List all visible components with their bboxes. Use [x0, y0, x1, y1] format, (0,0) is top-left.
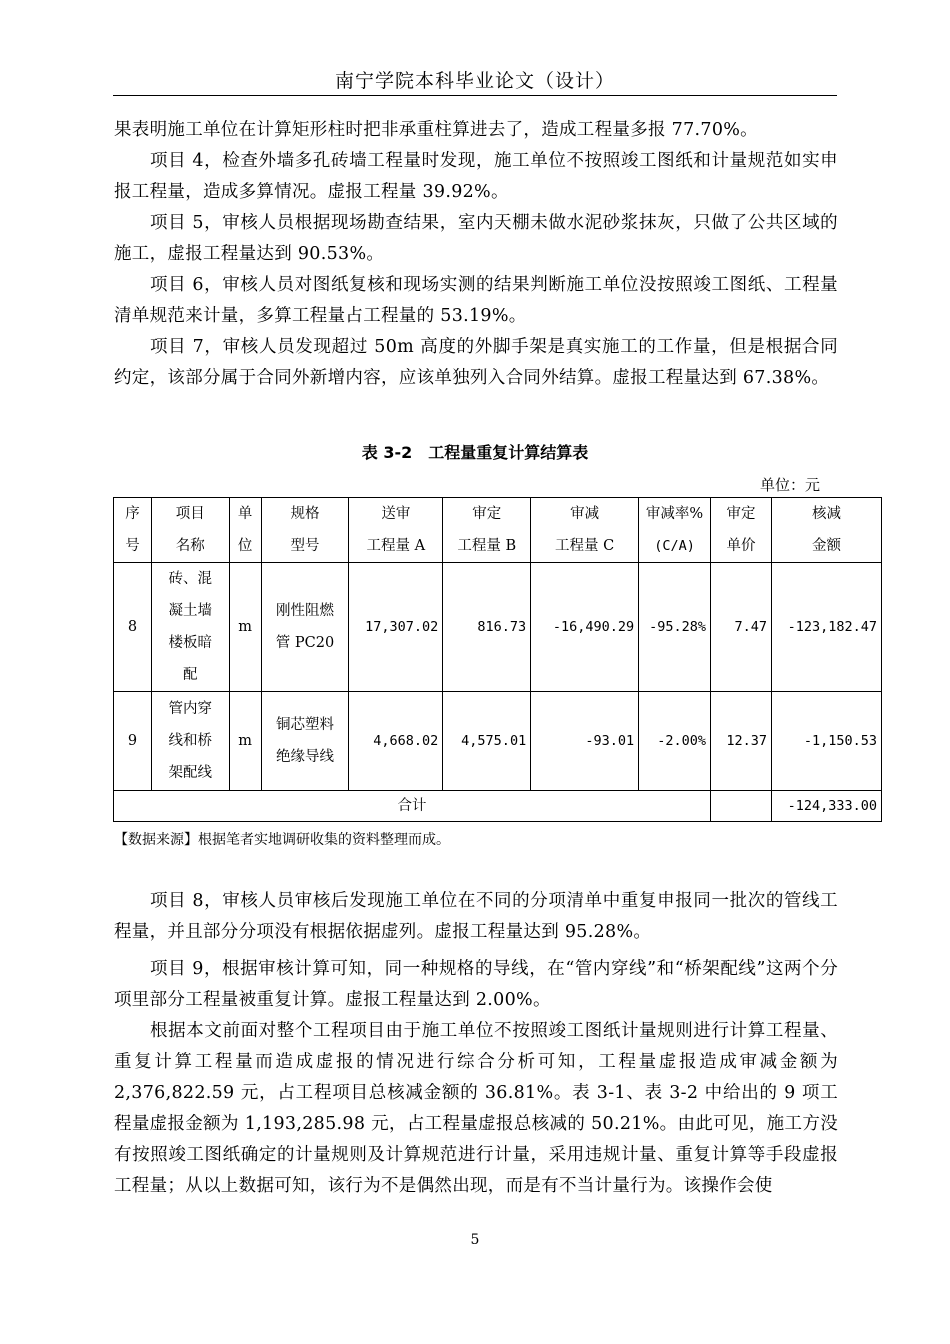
running-header: 南宁学院本科毕业论文（设计）	[334, 70, 615, 92]
cell-rate: -95.28%	[639, 563, 711, 692]
table-caption: 表 3-2 工程量重复计算结算表	[361, 443, 589, 462]
paragraph-item-4: 项目 4，检查外墙多孔砖墙工程量时发现，施工单位不按照竣工图纸和计量规范如实申报工程量，造成多算情况。虚报工程量 39.92%。	[114, 151, 838, 202]
cell-unit: m	[229, 563, 261, 692]
cell-approved: 816.73	[443, 563, 531, 692]
paragraph-summary: 根据本文前面对整个工程项目由于施工单位不按照竣工图纸计量规则进行计算工程量、重复计算工程量而造成虚报的情况进行综合分析可知，工程量虚报造成审减金额为 2,376,822.59 元，占工程项目总核减金额的 36.81%。表 3-1、表 3-2 中给出的 9 项工程量虚报金额为 1,193,285.98 元，占工程量虚报总核减的 50.21%。由此可见，施工方没有按照竣工图纸确定的计量规则及计算规范进行计量，采用违规计量、重复计算等手段虚报工程量；从以上数据可知，该行为不是偶然出现，而是有不当计量行为。该操作会使	[114, 1021, 838, 1196]
header-reduced: 审减 工程量 C	[531, 498, 639, 563]
paragraph-item-6: 项目 6，审核人员对图纸复核和现场实测的结果判断施工单位没按照竣工图纸、工程量清单规范来计量，多算工程量占工程量的 53.19%。	[114, 275, 838, 326]
header-unit: 单 位	[229, 498, 261, 563]
total-label: 合计	[114, 791, 711, 822]
cell-seq: 9	[114, 692, 152, 791]
cell-approved: 4,575.01	[443, 692, 531, 791]
header-rate: 审减率% (C/A)	[639, 498, 711, 563]
header-price: 审定 单价	[711, 498, 772, 563]
cell-reduced: -93.01	[531, 692, 639, 791]
paragraph-item-5: 项目 5，审核人员根据现场勘查结果，室内天棚未做水泥砂浆抹灰，只做了公共区域的施工，虚报工程量达到 90.53%。	[114, 213, 838, 264]
table-header-row	[114, 498, 882, 563]
paragraph-item-8: 项目 8，审核人员审核后发现施工单位在不同的分项清单中重复申报同一批次的管线工程量，并且部分分项没有根据依据虚列。虚报工程量达到 95.28%。	[114, 891, 838, 942]
cell-unit: m	[229, 692, 261, 791]
cell-price: 12.37	[711, 692, 772, 791]
cell-price: 7.47	[711, 563, 772, 692]
cell-rate: -2.00%	[639, 692, 711, 791]
cell-spec: 铜芯塑料 绝缘导线	[261, 692, 349, 791]
header-rule	[113, 95, 837, 96]
header-amount: 核减 金额	[771, 498, 881, 563]
total-empty-cell	[711, 791, 772, 822]
table-total-row	[114, 791, 882, 822]
table-source-note: 【数据来源】根据笔者实地调研收集的资料整理而成。	[114, 832, 450, 848]
table-unit-label: 单位：元	[760, 476, 821, 494]
header-name: 项目 名称	[151, 498, 229, 563]
cell-amount: -1,150.53	[771, 692, 881, 791]
cell-amount: -123,182.47	[771, 563, 881, 692]
cell-name: 管内穿 线和桥 架配线	[151, 692, 229, 791]
table-row	[114, 563, 882, 692]
header-spec: 规格 型号	[261, 498, 349, 563]
data-table	[113, 497, 882, 822]
paragraph-continuation: 果表明施工单位在计算矩形柱时把非承重柱算进去了，造成工程量多报 77.70%。	[114, 120, 758, 140]
cell-sent: 4,668.02	[349, 692, 443, 791]
cell-reduced: -16,490.29	[531, 563, 639, 692]
header-approved: 审定 工程量 B	[443, 498, 531, 563]
cell-spec: 刚性阻燃 管 PC20	[261, 563, 349, 692]
total-amount: -124,333.00	[771, 791, 881, 822]
header-sent: 送审 工程量 A	[349, 498, 443, 563]
cell-seq: 8	[114, 563, 152, 692]
cell-name: 砖、混 凝土墙 楼板暗 配	[151, 563, 229, 692]
table-row	[114, 692, 882, 791]
paragraph-item-9: 项目 9，根据审核计算可知，同一种规格的导线，在“管内穿线”和“桥架配线”这两个分项里部分工程量被重复计算。虚报工程量达到 2.00%。	[114, 959, 838, 1010]
paragraph-item-7: 项目 7，审核人员发现超过 50m 高度的外脚手架是真实施工的工作量，但是根据合同约定，该部分属于合同外新增内容，应该单独列入合同外结算。虚报工程量达到 67.38%。	[114, 337, 838, 388]
page-number: 5	[470, 1232, 480, 1248]
header-seq: 序 号	[114, 498, 152, 563]
cell-sent: 17,307.02	[349, 563, 443, 692]
